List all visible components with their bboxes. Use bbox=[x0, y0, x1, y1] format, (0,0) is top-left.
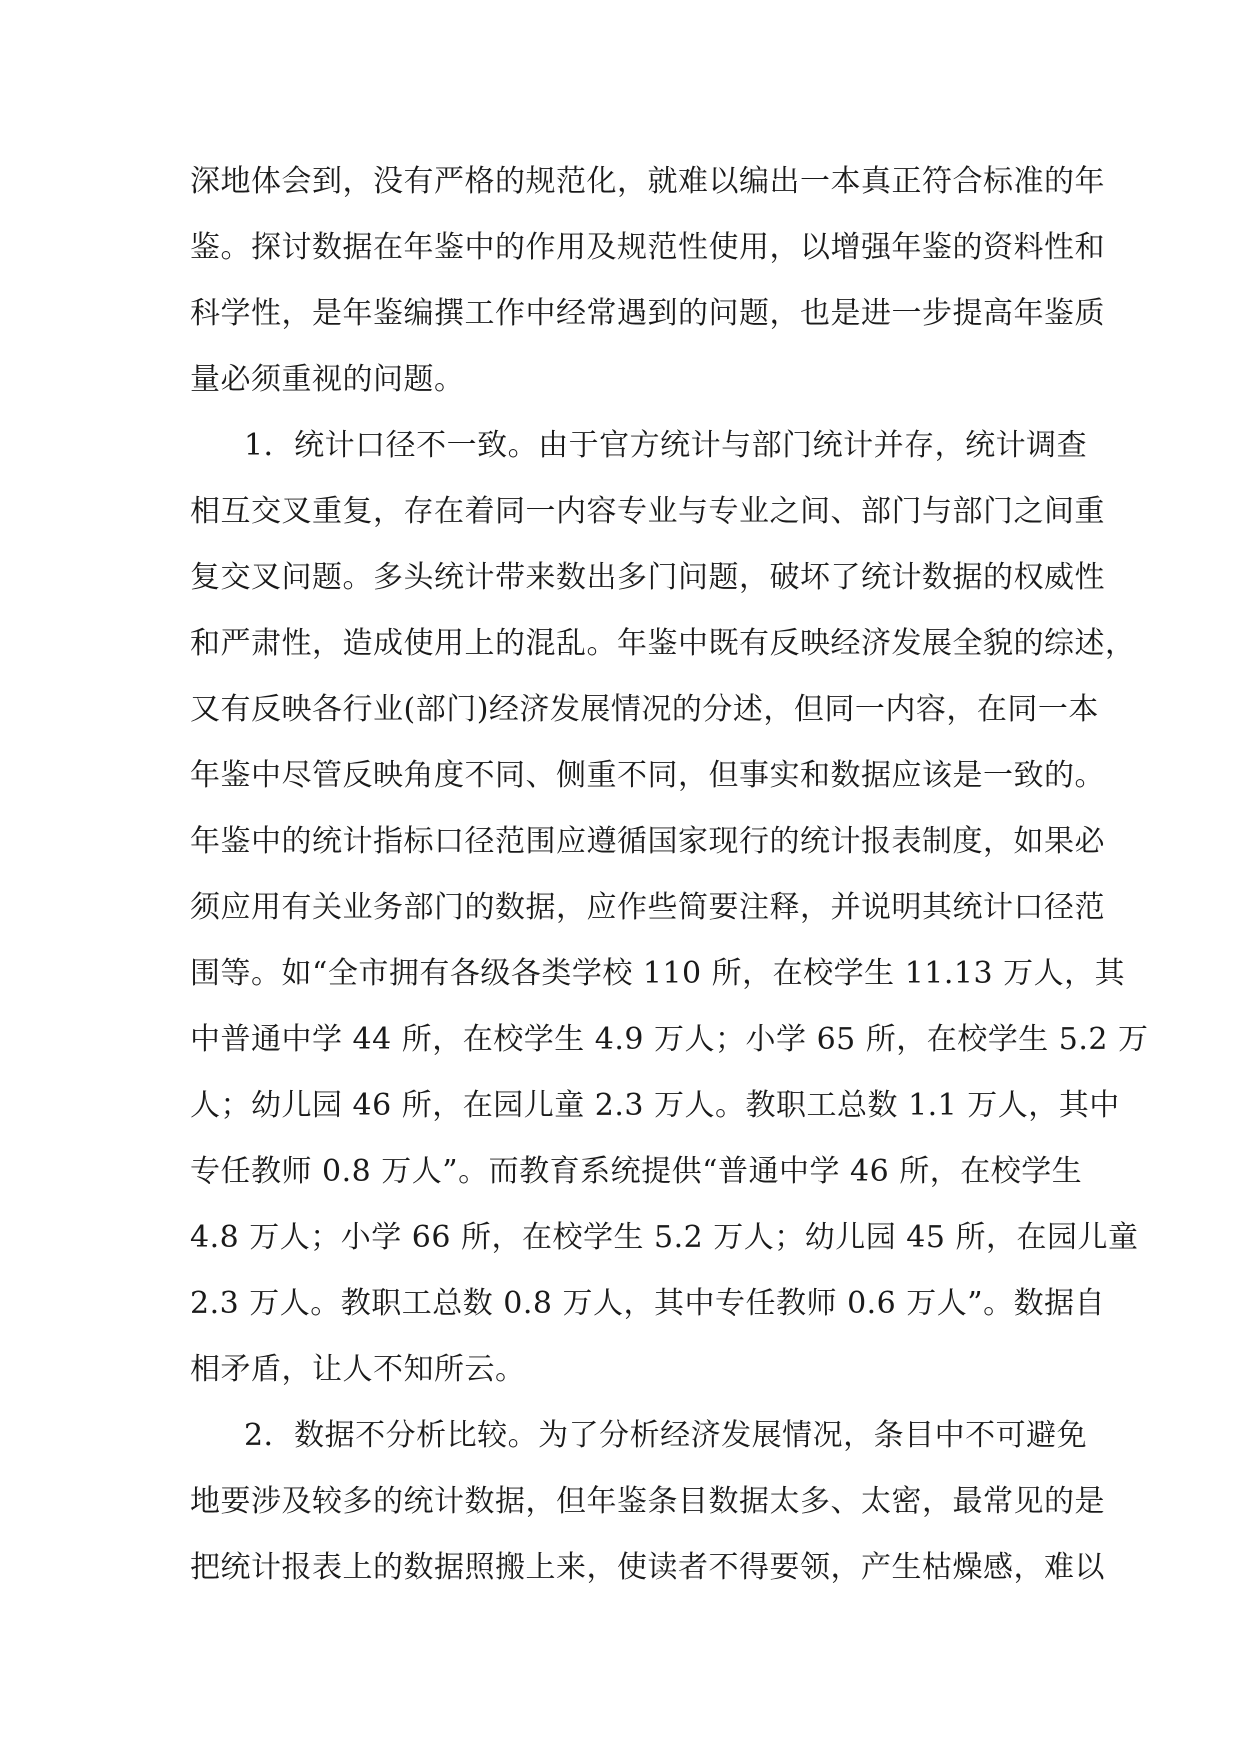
text-line: 年鉴中的统计指标口径范围应遵循国家现行的统计报表制度，如果必 bbox=[190, 824, 1105, 859]
text-line: 相矛盾，让人不知所云。 bbox=[190, 1352, 526, 1387]
paragraph-2-heading-line: 2．数据不分析比较。为了分析经济发展情况，条目中不可避免 bbox=[244, 1418, 1088, 1453]
text-line: 又有反映各行业(部门)经济发展情况的分述，但同一内容，在同一本 bbox=[190, 692, 1099, 727]
text-line: 4.8 万人；小学 66 所，在校学生 5.2 万人；幼儿园 45 所，在园儿童 bbox=[190, 1220, 1139, 1255]
text-line: 科学性，是年鉴编撰工作中经常遇到的问题，也是进一步提高年鉴质 bbox=[190, 296, 1105, 331]
text-line: 中普通中学 44 所，在校学生 4.9 万人；小学 65 所，在校学生 5.2 万 bbox=[190, 1022, 1149, 1057]
text-line: 2.3 万人。教职工总数 0.8 万人，其中专任教师 0.6 万人”。数据自 bbox=[190, 1286, 1106, 1321]
text-line: 鉴。探讨数据在年鉴中的作用及规范性使用，以增强年鉴的资料性和 bbox=[190, 230, 1105, 265]
text-line: 深地体会到，没有严格的规范化，就难以编出一本真正符合标准的年 bbox=[190, 164, 1105, 199]
text-line: 相互交叉重复，存在着同一内容专业与专业之间、部门与部门之间重 bbox=[190, 494, 1105, 529]
text-line: 年鉴中尽管反映角度不同、侧重不同，但事实和数据应该是一致的。 bbox=[190, 758, 1105, 793]
text-line: 把统计报表上的数据照搬上来，使读者不得要领，产生枯燥感，难以 bbox=[190, 1550, 1105, 1585]
text-line: 量必须重视的问题。 bbox=[190, 362, 465, 397]
text-line: 人；幼儿园 46 所，在园儿童 2.3 万人。教职工总数 1.1 万人，其中 bbox=[190, 1088, 1120, 1123]
text-line: 专任教师 0.8 万人”。而教育系统提供“普通中学 46 所，在校学生 bbox=[190, 1154, 1083, 1189]
text-line: 地要涉及较多的统计数据，但年鉴条目数据太多、太密，最常见的是 bbox=[190, 1484, 1105, 1519]
text-line: 和严肃性，造成使用上的混乱。年鉴中既有反映经济发展全貌的综述， bbox=[190, 626, 1136, 661]
paragraph-1-heading-line: 1．统计口径不一致。由于官方统计与部门统计并存，统计调查 bbox=[244, 428, 1088, 463]
text-line: 须应用有关业务部门的数据，应作些简要注释，并说明其统计口径范 bbox=[190, 890, 1105, 925]
text-line: 复交叉问题。多头统计带来数出多门问题，破坏了统计数据的权威性 bbox=[190, 560, 1105, 595]
text-line: 围等。如“全市拥有各级各类学校 110 所，在校学生 11.13 万人，其 bbox=[190, 956, 1126, 991]
